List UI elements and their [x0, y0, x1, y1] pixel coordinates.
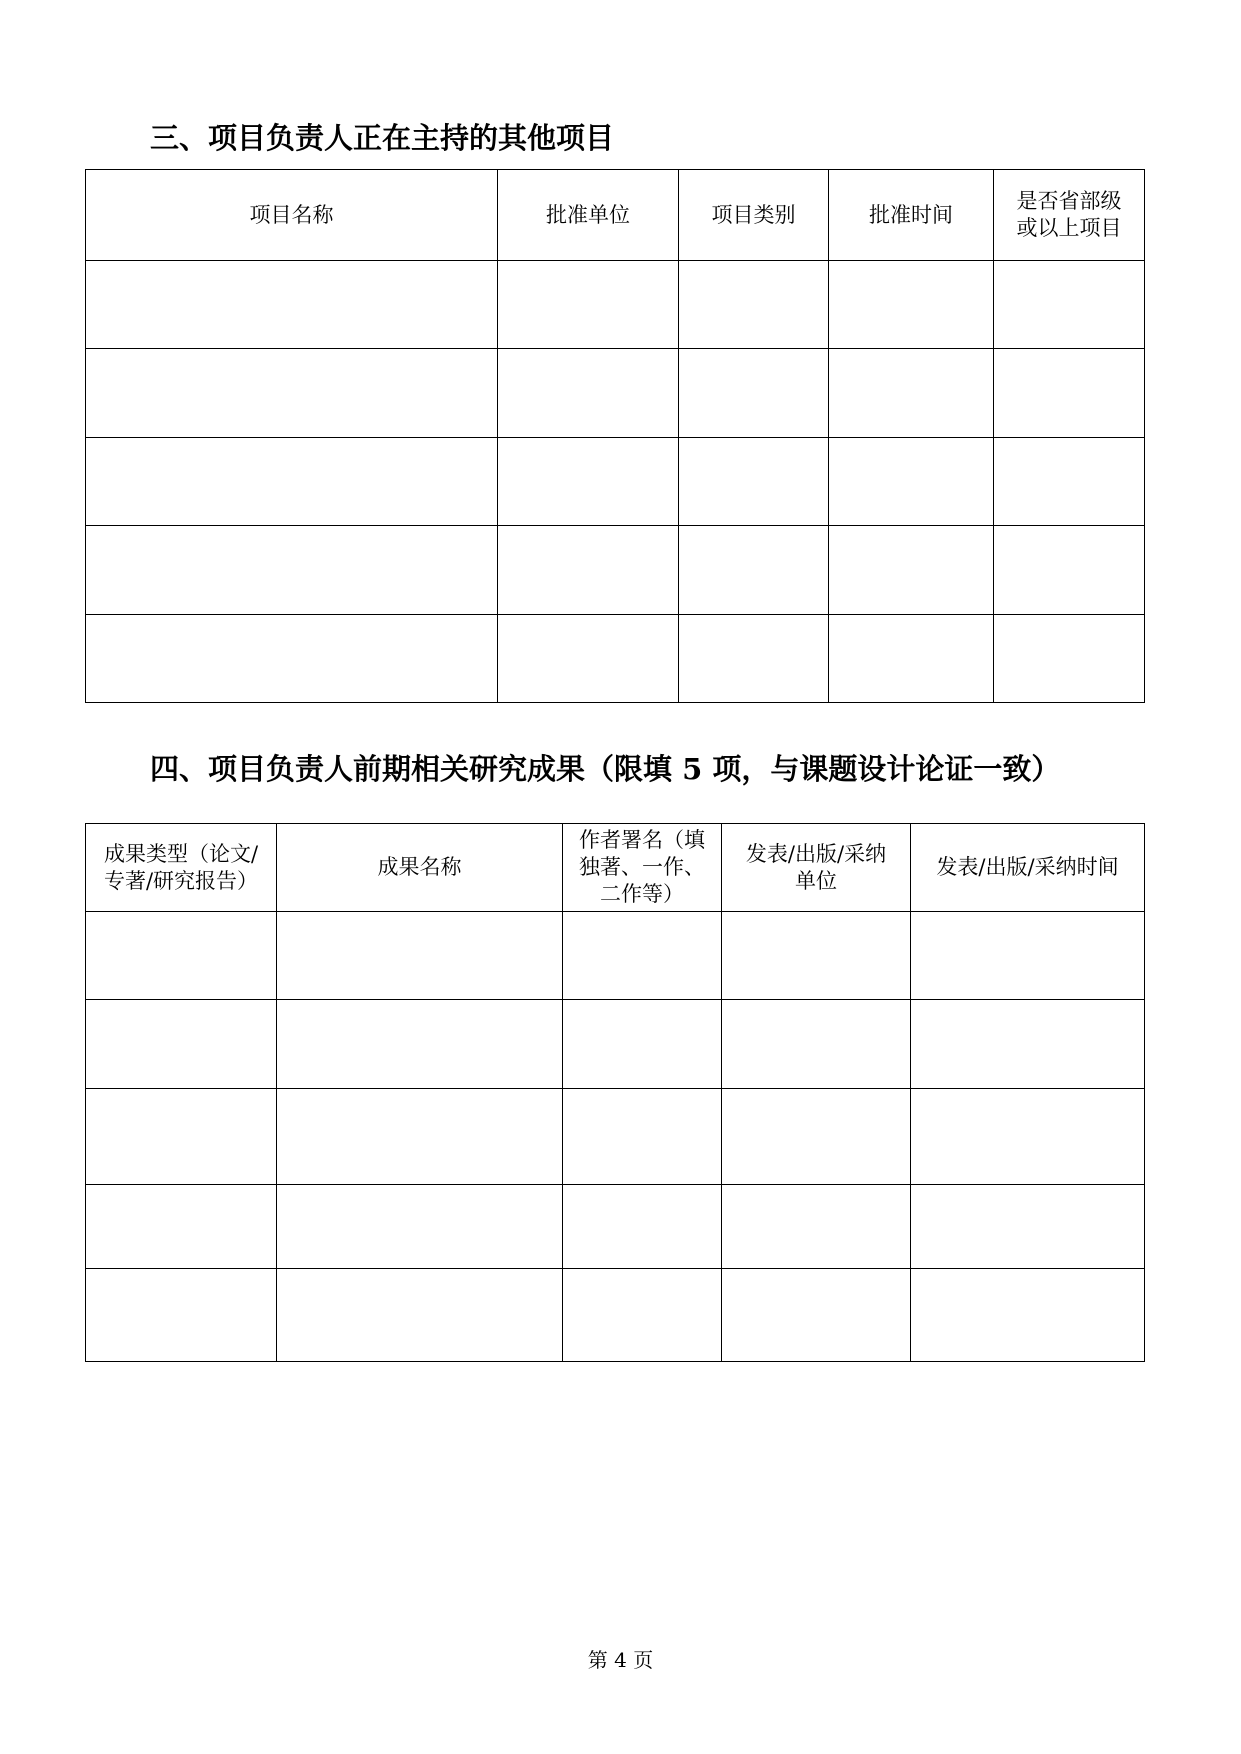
table-cell[interactable] — [86, 912, 277, 1000]
header-approving-unit: 批准单位 — [498, 170, 679, 261]
header-project-category: 项目类别 — [679, 170, 829, 261]
table-cell[interactable] — [829, 615, 994, 703]
table-row — [86, 526, 1145, 615]
table-cell[interactable] — [498, 349, 679, 438]
table-header-row — [86, 824, 1145, 912]
table-row — [86, 912, 1145, 1000]
header-publishing-time: 发表/出版/采纳时间 — [911, 824, 1145, 912]
table-cell[interactable] — [86, 526, 498, 615]
table-cell[interactable] — [994, 438, 1145, 526]
table-cell[interactable] — [498, 615, 679, 703]
table-cell[interactable] — [911, 1089, 1145, 1185]
table-row — [86, 349, 1145, 438]
table-cell[interactable] — [911, 1269, 1145, 1362]
table-cell[interactable] — [679, 261, 829, 349]
table-cell[interactable] — [911, 1000, 1145, 1089]
table-cell[interactable] — [994, 615, 1145, 703]
table-cell[interactable] — [911, 1185, 1145, 1269]
header-result-name: 成果名称 — [277, 824, 563, 912]
table-cell[interactable] — [679, 526, 829, 615]
table-cell[interactable] — [86, 615, 498, 703]
table-row — [86, 438, 1145, 526]
table-cell[interactable] — [563, 912, 722, 1000]
table-cell[interactable] — [722, 1269, 911, 1362]
table-cell[interactable] — [86, 261, 498, 349]
table-cell[interactable] — [829, 349, 994, 438]
table-cell[interactable] — [86, 1269, 277, 1362]
table-cell[interactable] — [829, 261, 994, 349]
table-cell[interactable] — [911, 912, 1145, 1000]
table-cell[interactable] — [277, 912, 563, 1000]
table-cell[interactable] — [722, 1000, 911, 1089]
table-cell[interactable] — [86, 1089, 277, 1185]
header-provincial-level: 是否省部级 或以上项目 — [994, 170, 1145, 261]
table-cell[interactable] — [86, 349, 498, 438]
table-cell[interactable] — [679, 438, 829, 526]
table-header-row — [86, 170, 1145, 261]
table-cell[interactable] — [86, 1000, 277, 1089]
table-row — [86, 261, 1145, 349]
page-number: 第 4 页 — [587, 1648, 654, 1672]
header-approval-time: 批准时间 — [829, 170, 994, 261]
table-cell[interactable] — [994, 526, 1145, 615]
table-cell[interactable] — [829, 526, 994, 615]
table-cell[interactable] — [722, 912, 911, 1000]
table-cell[interactable] — [498, 438, 679, 526]
header-publishing-unit: 发表/出版/采纳 单位 — [722, 824, 911, 912]
header-result-type: 成果类型（论文/ 专著/研究报告） — [86, 824, 277, 912]
table-cell[interactable] — [498, 526, 679, 615]
section-4-title: 四、项目负责人前期相关研究成果（限填 5 项，与课题设计论证一致） — [150, 752, 1061, 786]
table-row — [86, 1000, 1145, 1089]
section-3-title: 三、项目负责人正在主持的其他项目 — [150, 121, 615, 155]
table-row — [86, 1089, 1145, 1185]
table-cell[interactable] — [563, 1185, 722, 1269]
table-cell[interactable] — [498, 261, 679, 349]
table-cell[interactable] — [563, 1269, 722, 1362]
table-cell[interactable] — [86, 438, 498, 526]
table-cell[interactable] — [994, 349, 1145, 438]
table-cell[interactable] — [679, 615, 829, 703]
table-row — [86, 615, 1145, 703]
table-cell[interactable] — [829, 438, 994, 526]
table-cell[interactable] — [277, 1185, 563, 1269]
table-row — [86, 1185, 1145, 1269]
table-cell[interactable] — [277, 1000, 563, 1089]
ongoing-projects-table — [85, 169, 1145, 703]
header-author-signature: 作者署名（填 独著、一作、 二作等） — [563, 824, 722, 912]
table-cell[interactable] — [563, 1089, 722, 1185]
table-cell[interactable] — [679, 349, 829, 438]
research-results-table — [85, 823, 1145, 1362]
table-cell[interactable] — [722, 1089, 911, 1185]
table-cell[interactable] — [994, 261, 1145, 349]
header-project-name: 项目名称 — [86, 170, 498, 261]
table-cell[interactable] — [277, 1089, 563, 1185]
table-cell[interactable] — [722, 1185, 911, 1269]
table-row — [86, 1269, 1145, 1362]
table-cell[interactable] — [277, 1269, 563, 1362]
table-cell[interactable] — [563, 1000, 722, 1089]
table-cell[interactable] — [86, 1185, 277, 1269]
